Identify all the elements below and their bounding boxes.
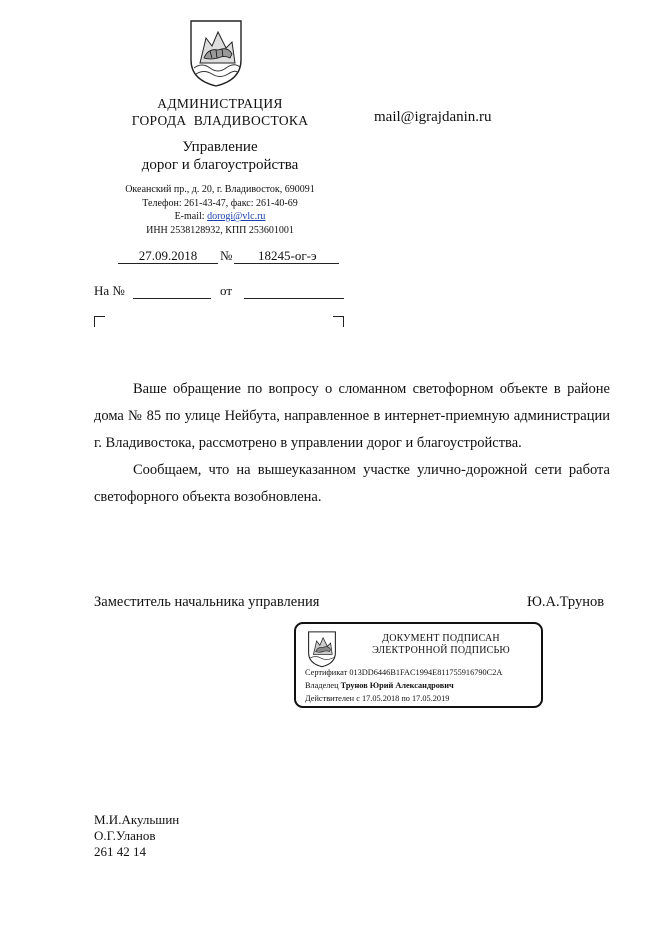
phone-line: Телефон: 261-43-47, факс: 261-40-69 bbox=[142, 197, 298, 209]
inn-line: ИНН 2538128932, КПП 253601001 bbox=[146, 224, 294, 236]
certificate-label: Сертификат bbox=[305, 668, 350, 677]
stamp-crest-emblem bbox=[307, 630, 337, 668]
organization-name bbox=[100, 95, 340, 129]
letter-number: 18245-ог-э bbox=[258, 248, 317, 263]
signatory-position: Заместитель начальника управления bbox=[94, 594, 320, 610]
address-line: Океанский пр., д. 20, г. Владивосток, 690091 bbox=[125, 184, 315, 195]
stamp-owner bbox=[305, 681, 454, 690]
stamp-title-line-1: ДОКУМЕНТ ПОДПИСАН bbox=[382, 633, 500, 644]
email-line bbox=[80, 210, 360, 224]
address-corner-left bbox=[94, 316, 105, 327]
contact-line-2: О.Г.Уланов bbox=[94, 828, 156, 843]
letter-body bbox=[94, 376, 610, 511]
owner-label: Владелец bbox=[305, 681, 341, 690]
stamp-certificate bbox=[305, 668, 502, 677]
org-line-2: ГОРОДА ВЛАДИВОСТОКА bbox=[131, 113, 309, 128]
vladivostok-crest-emblem bbox=[188, 18, 244, 88]
address-block bbox=[80, 183, 360, 237]
email-label: E-mail: bbox=[174, 211, 208, 222]
address-corner-right bbox=[333, 316, 344, 327]
reference-number-field bbox=[133, 298, 211, 299]
department-name bbox=[100, 138, 340, 174]
owner-value: Трунов Юрий Александрович bbox=[340, 681, 454, 690]
certificate-value: 013DD6446B1FAC1994E811755916790C2A bbox=[349, 668, 503, 677]
org-line-1: АДМИНИСТРАЦИЯ bbox=[157, 96, 283, 111]
signatory-name: Ю.А.Трунов bbox=[527, 594, 605, 610]
reference-number-label: На № bbox=[94, 283, 125, 298]
letter-date: 27.09.2018 bbox=[138, 248, 198, 263]
stamp-title-line-2: ЭЛЕКТРОННОЙ ПОДПИСЬЮ bbox=[372, 645, 510, 656]
electronic-signature-stamp bbox=[294, 622, 543, 708]
recipient-email: mail@igrajdanin.ru bbox=[374, 109, 492, 125]
body-paragraph-2: Сообщаем, что на вышеуказанном участке улично-дорожной сети работа светофорного объекта возобновлена. bbox=[94, 462, 610, 505]
contact-phone: 261 42 14 bbox=[94, 844, 146, 859]
dept-line-1: Управление bbox=[182, 139, 258, 155]
stamp-title bbox=[346, 633, 536, 657]
stamp-validity: Действителен с 17.05.2018 по 17.05.2019 bbox=[305, 694, 450, 703]
email-link[interactable]: dorogi@vlc.ru bbox=[207, 211, 266, 222]
executor-contacts bbox=[94, 812, 179, 860]
contact-line-1: М.И.Акульшин bbox=[94, 812, 180, 827]
dept-line-2: дорог и благоустройства bbox=[141, 157, 299, 173]
reference-date-label: от bbox=[220, 283, 233, 298]
body-paragraph-1: Ваше обращение по вопросу о сломанном светофорном объекте в районе дома № 85 по улице Нейбута, направленное в интернет-приемную администрации г. Владивостока, рассмотрено в управлении дорог и благоустройства. bbox=[94, 381, 610, 451]
reference-date-field bbox=[244, 298, 344, 299]
number-label: № bbox=[220, 248, 233, 263]
